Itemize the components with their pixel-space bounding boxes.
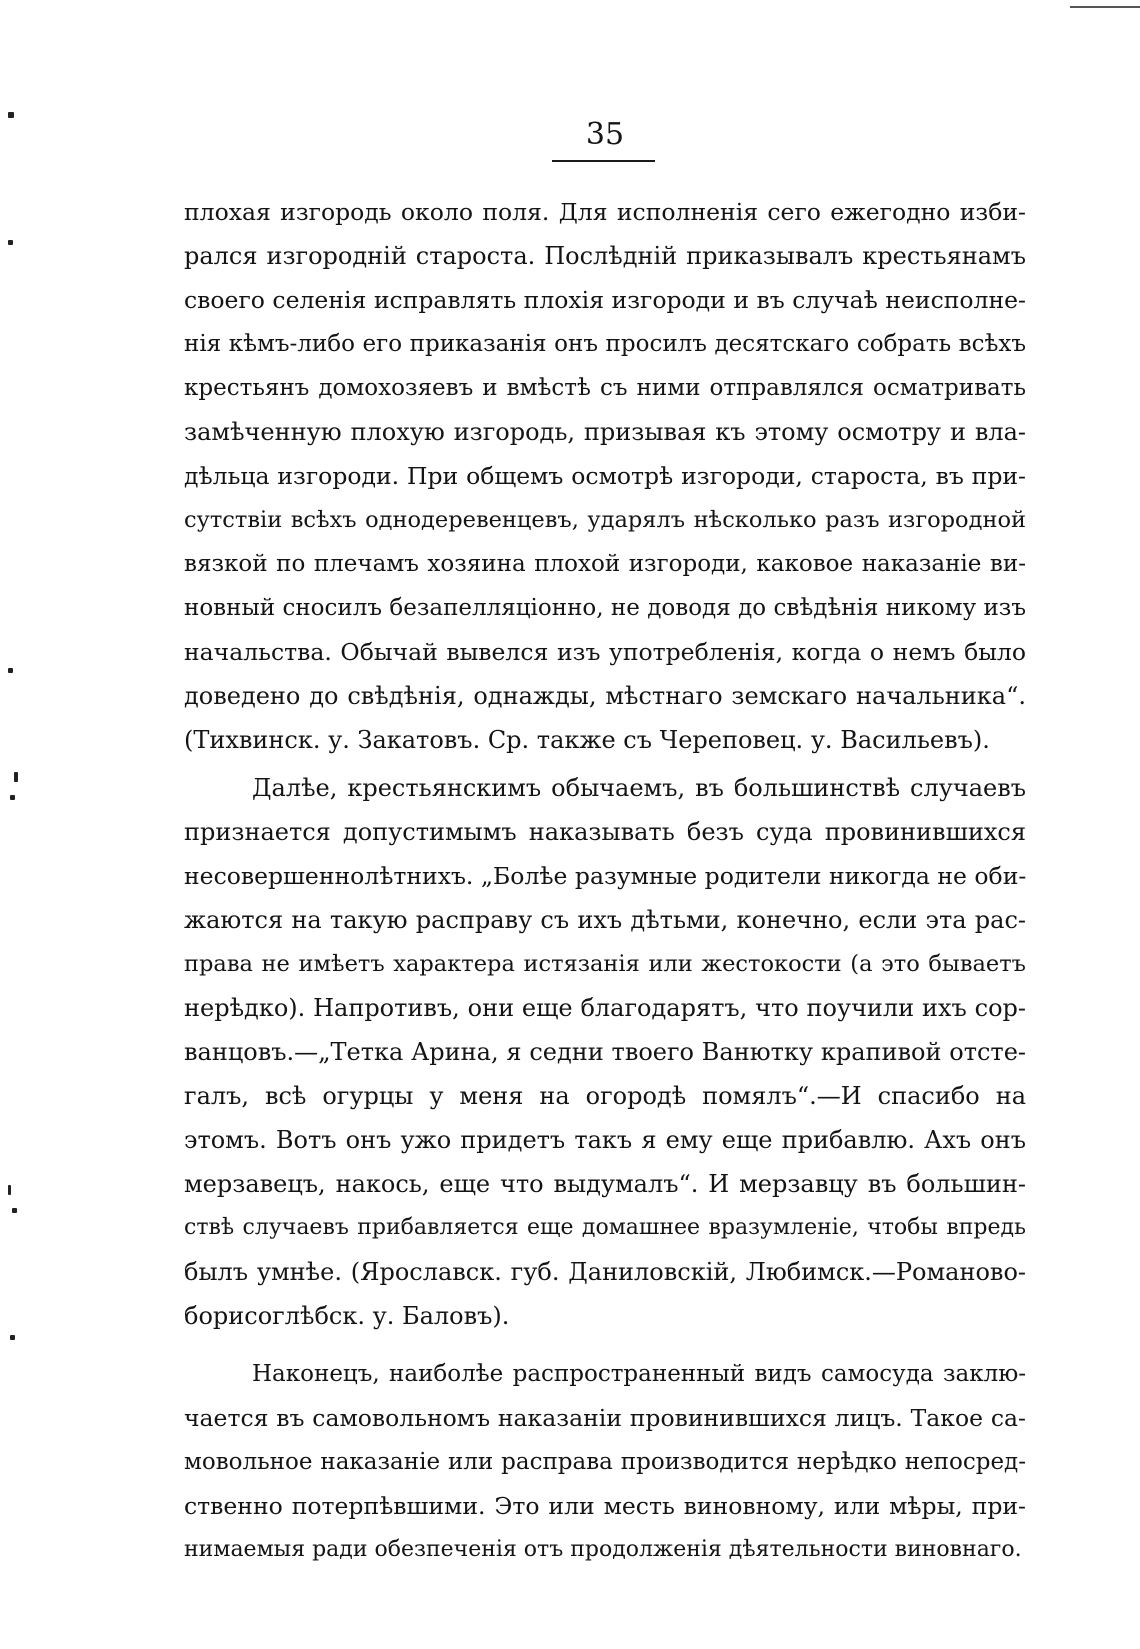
text-line: борисоглѣбск. у. Баловъ). [184, 1302, 510, 1330]
paragraph [184, 190, 1026, 762]
text-line: мовольное наказаніе или расправа производится нерѣдко непосред- [184, 1449, 1026, 1475]
page-number: 35 [585, 117, 625, 152]
text-line: ствѣ случаевъ прибавляется еще домашнее вразумленіе, чтобы впредь [184, 1215, 1026, 1240]
text-line: дѣльца изгороди. При общемъ осмотрѣ изгороди, староста, въ при- [184, 462, 1026, 490]
text-line: признается допустимымъ наказывать безъ суда провинившихся [184, 818, 1026, 846]
margin-speck [12, 1208, 17, 1213]
text-line: Далѣе, крестьянскимъ обычаемъ, въ большинствѣ случаевъ [252, 774, 1026, 802]
text-line: рался изгородній староста. Послѣдній приказывалъ крестьянамъ [184, 242, 1026, 270]
text-line: нимаемыя ради обезпеченія отъ продолженія дѣятельности виновнаго. [184, 1537, 1022, 1562]
text-line: галъ, всѣ огурцы у меня на огородѣ помялъ“.—И спасибо на [184, 1082, 1026, 1110]
margin-speck [8, 668, 13, 673]
text-line: начальства. Обычай вывелся изъ употребленія, когда о немъ было [184, 638, 1026, 666]
text-line: жаются на такую расправу съ ихъ дѣтьми, конечно, если эта рас- [184, 906, 1026, 934]
text-line: нерѣдко). Напротивъ, они еще благодарятъ, что поучили ихъ сор- [184, 994, 1026, 1022]
margin-speck [8, 240, 13, 245]
paragraph-gap [184, 1338, 1026, 1352]
text-line: крестьянъ домохозяевъ и вмѣстѣ съ ними отправлялся осматривать [184, 375, 1026, 401]
text-line: доведено до свѣдѣнія, однажды, мѣстнаго земскаго начальника“. [184, 682, 1026, 710]
text-line: плохая изгородь около поля. Для исполненія сего ежегодно изби- [184, 198, 1026, 226]
body-text [184, 190, 1026, 1572]
text-line: этомъ. Вотъ онъ ужо придетъ такъ я ему еще прибавлю. Ахъ онъ [184, 1126, 1026, 1154]
text-line: своего селенія исправлять плохія изгороди и въ случаѣ неисполне- [184, 286, 1026, 314]
text-line: новный сносилъ безапелляціонно, не доводя до свѣдѣнія никому изъ [184, 595, 1026, 621]
margin-speck [10, 795, 15, 800]
text-line: былъ умнѣе. (Ярославск. губ. Даниловскій, Любимск.—Романово- [184, 1258, 1026, 1286]
text-line: права не имѣетъ характера истязанія или жестокости (а это бываетъ [184, 951, 1026, 977]
text-line: вязкой по плечамъ хозяина плохой изгороди, каковое наказаніе ви- [184, 551, 1026, 577]
text-line: ванцовъ.—„Тетка Арина, я седни твоего Ванютку крапивой отсте- [184, 1038, 1026, 1066]
scan-edge-line [1070, 6, 1140, 8]
margin-speck [14, 772, 18, 782]
text-line: (Тихвинск. у. Закатовъ. Ср. также съ Череповец. у. Васильевъ). [184, 726, 990, 754]
paragraph [184, 766, 1026, 1338]
margin-speck [10, 1335, 15, 1340]
text-line: замѣченную плохую изгородь, призывая къ этому осмотру и вла- [184, 418, 1026, 446]
page-number-rule [552, 160, 655, 162]
text-line: несовершеннолѣтнихъ. „Болѣе разумные родители никогда не оби- [184, 862, 1027, 890]
text-line: сутствіи всѣхъ однодеревенцевъ, ударялъ нѣсколько разъ изгородной [184, 507, 1026, 533]
text-line: нія кѣмъ-либо его приказанія онъ просилъ десятскаго собрать всѣхъ [184, 331, 1026, 357]
text-line: ственно потерпѣвшими. Это или месть виновному, или мѣры, при- [184, 1492, 1026, 1520]
text-line: чается въ самовольномъ наказаніи провинившихся лицъ. Такое са- [184, 1404, 1026, 1432]
text-line: мерзавецъ, накось, еще что выдумалъ“. И мерзавцу въ большин- [184, 1170, 1026, 1198]
margin-speck [8, 1185, 11, 1195]
paragraph [184, 1352, 1026, 1572]
text-line: Наконецъ, наиболѣе распространенный видъ самосуда заклю- [252, 1361, 1026, 1387]
margin-speck [8, 112, 14, 118]
